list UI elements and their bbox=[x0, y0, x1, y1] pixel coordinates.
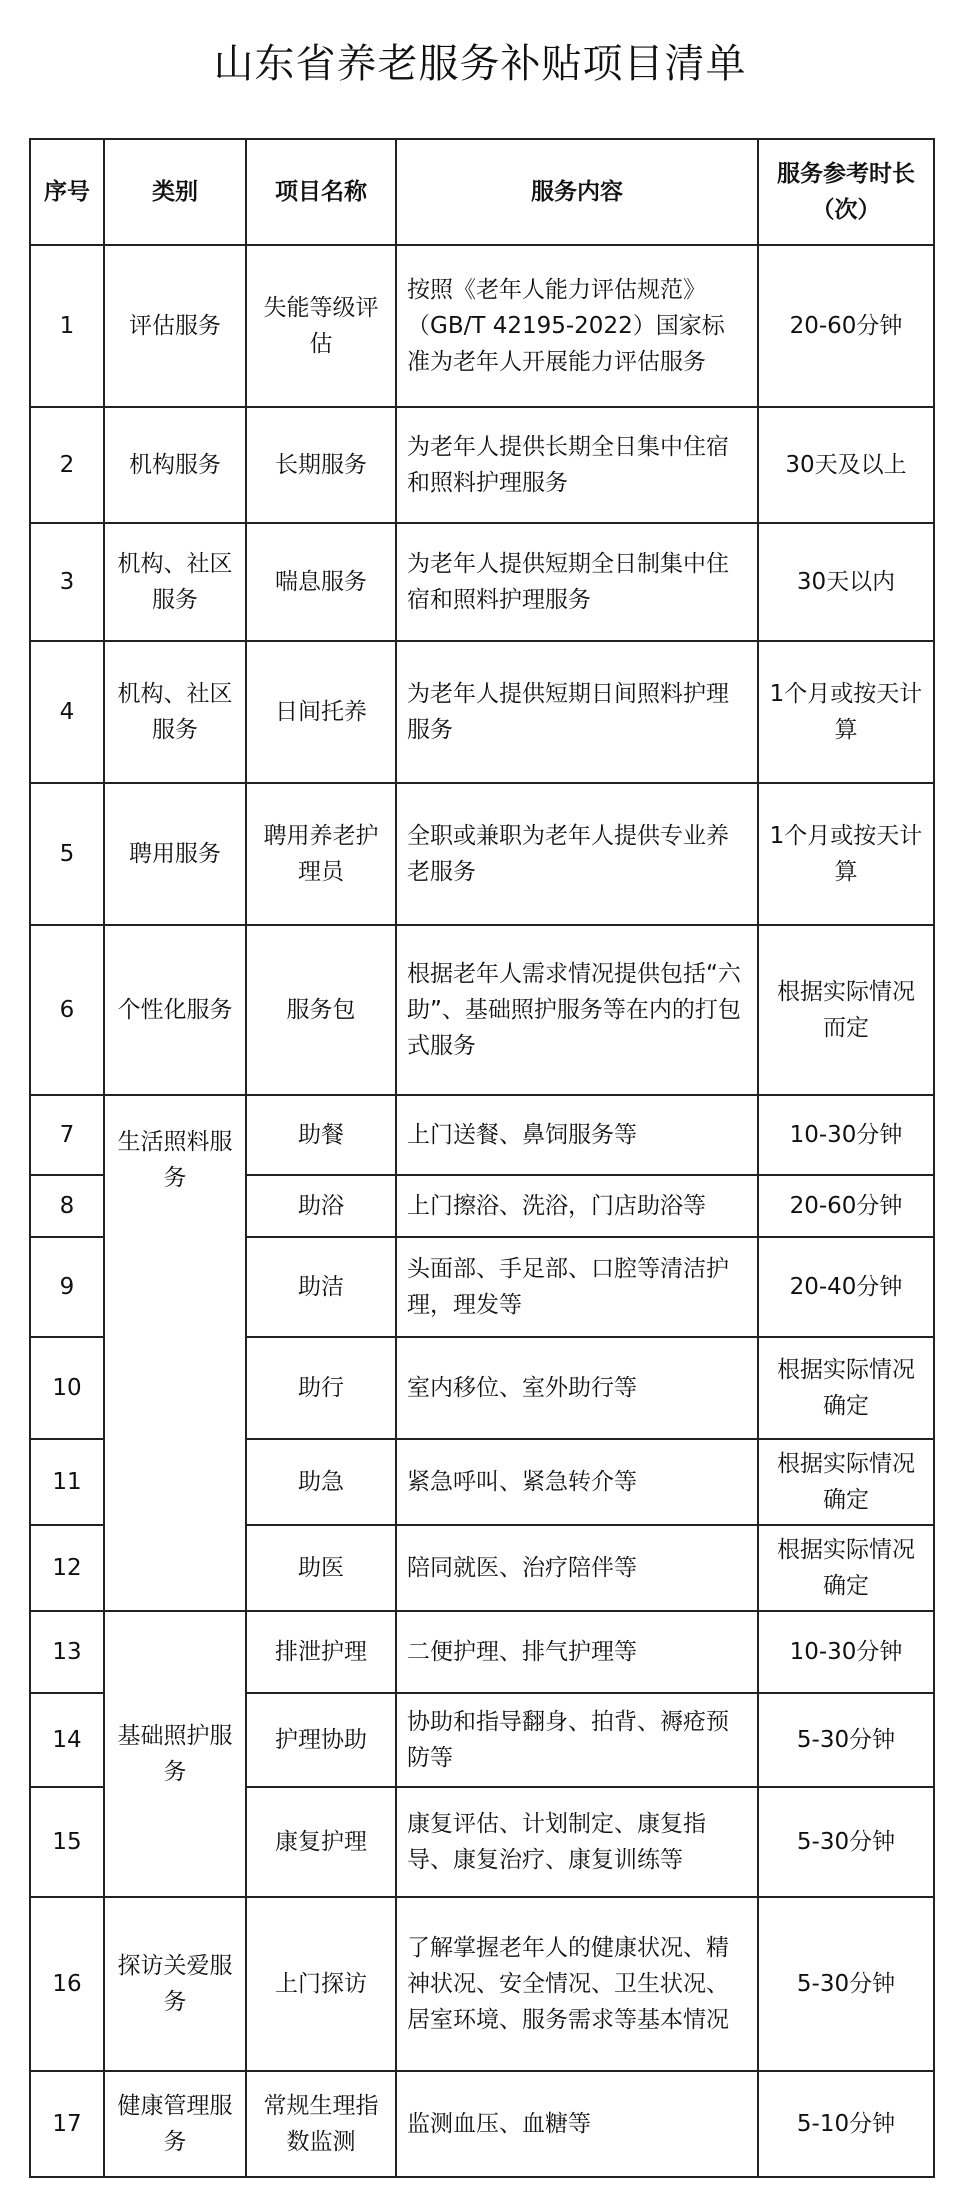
row-duration: 根据实际情况确定 bbox=[758, 1525, 934, 1611]
table-row bbox=[30, 1611, 934, 1693]
row-duration: 根据实际情况而定 bbox=[758, 925, 934, 1095]
row-category: 机构、社区服务 bbox=[104, 523, 246, 641]
row-no: 6 bbox=[30, 925, 104, 1095]
row-category: 健康管理服务 bbox=[104, 2071, 246, 2177]
row-item: 护理协助 bbox=[246, 1693, 396, 1787]
row-duration: 5-10分钟 bbox=[758, 2071, 934, 2177]
row-no: 9 bbox=[30, 1237, 104, 1337]
row-content: 为老年人提供短期日间照料护理服务 bbox=[396, 641, 758, 783]
row-no: 15 bbox=[30, 1787, 104, 1897]
row-category: 探访关爱服务 bbox=[104, 1897, 246, 2071]
table-row bbox=[30, 245, 934, 407]
page-title: 山东省养老服务补贴项目清单 bbox=[213, 41, 747, 87]
table-row bbox=[30, 523, 934, 641]
row-duration: 20-60分钟 bbox=[758, 1175, 934, 1237]
row-category: 机构服务 bbox=[104, 407, 246, 523]
row-duration: 30天以内 bbox=[758, 523, 934, 641]
row-no: 5 bbox=[30, 783, 104, 925]
table-row bbox=[30, 1897, 934, 2071]
row-content: 全职或兼职为老年人提供专业养老服务 bbox=[396, 783, 758, 925]
row-no: 17 bbox=[30, 2071, 104, 2177]
row-duration: 根据实际情况确定 bbox=[758, 1439, 934, 1525]
header-no: 序号 bbox=[30, 139, 104, 245]
row-category: 基础照护服务 bbox=[104, 1611, 246, 1897]
row-category: 聘用服务 bbox=[104, 783, 246, 925]
row-item: 助浴 bbox=[246, 1175, 396, 1237]
row-category: 生活照料服务 bbox=[104, 1095, 246, 1611]
row-content: 协助和指导翻身、拍背、褥疮预防等 bbox=[396, 1693, 758, 1787]
row-no: 1 bbox=[30, 245, 104, 407]
table-row bbox=[30, 2071, 934, 2177]
header-item: 项目名称 bbox=[246, 139, 396, 245]
row-duration: 5-30分钟 bbox=[758, 1787, 934, 1897]
table-row bbox=[30, 783, 934, 925]
row-no: 4 bbox=[30, 641, 104, 783]
row-content: 紧急呼叫、紧急转介等 bbox=[396, 1439, 758, 1525]
table-row bbox=[30, 1095, 934, 1175]
row-duration: 30天及以上 bbox=[758, 407, 934, 523]
row-content: 监测血压、血糖等 bbox=[396, 2071, 758, 2177]
row-duration: 10-30分钟 bbox=[758, 1095, 934, 1175]
row-item: 失能等级评估 bbox=[246, 245, 396, 407]
row-item: 助餐 bbox=[246, 1095, 396, 1175]
row-content: 室内移位、室外助行等 bbox=[396, 1337, 758, 1439]
row-item: 服务包 bbox=[246, 925, 396, 1095]
row-duration: 5-30分钟 bbox=[758, 1897, 934, 2071]
row-content: 上门送餐、鼻饲服务等 bbox=[396, 1095, 758, 1175]
row-duration: 根据实际情况确定 bbox=[758, 1337, 934, 1439]
row-item: 助医 bbox=[246, 1525, 396, 1611]
row-item: 聘用养老护理员 bbox=[246, 783, 396, 925]
table-row bbox=[30, 641, 934, 783]
row-item: 康复护理 bbox=[246, 1787, 396, 1897]
row-content: 按照《老年人能力评估规范》（GB/T 42195-2022）国家标准为老年人开展能力评估服务 bbox=[396, 245, 758, 407]
row-duration: 20-40分钟 bbox=[758, 1237, 934, 1337]
row-duration: 1个月或按天计算 bbox=[758, 783, 934, 925]
row-duration: 20-60分钟 bbox=[758, 245, 934, 407]
row-no: 2 bbox=[30, 407, 104, 523]
row-item: 喘息服务 bbox=[246, 523, 396, 641]
row-no: 10 bbox=[30, 1337, 104, 1439]
row-item: 长期服务 bbox=[246, 407, 396, 523]
header-duration: 服务参考时长（次） bbox=[758, 139, 934, 245]
row-item: 助洁 bbox=[246, 1237, 396, 1337]
row-item: 助行 bbox=[246, 1337, 396, 1439]
header-content: 服务内容 bbox=[396, 139, 758, 245]
row-content: 为老年人提供短期全日制集中住宿和照料护理服务 bbox=[396, 523, 758, 641]
row-content: 头面部、手足部、口腔等清洁护理，理发等 bbox=[396, 1237, 758, 1337]
table-header bbox=[30, 139, 934, 245]
row-item: 常规生理指数监测 bbox=[246, 2071, 396, 2177]
row-category: 个性化服务 bbox=[104, 925, 246, 1095]
table-row bbox=[30, 925, 934, 1095]
table-row bbox=[30, 407, 934, 523]
row-no: 7 bbox=[30, 1095, 104, 1175]
row-no: 8 bbox=[30, 1175, 104, 1237]
row-content: 为老年人提供长期全日集中住宿和照料护理服务 bbox=[396, 407, 758, 523]
row-no: 16 bbox=[30, 1897, 104, 2071]
row-category: 机构、社区服务 bbox=[104, 641, 246, 783]
row-item: 助急 bbox=[246, 1439, 396, 1525]
row-item: 排泄护理 bbox=[246, 1611, 396, 1693]
row-content: 上门擦浴、洗浴，门店助浴等 bbox=[396, 1175, 758, 1237]
row-content: 根据老年人需求情况提供包括“六助”、基础照护服务等在内的打包式服务 bbox=[396, 925, 758, 1095]
row-no: 14 bbox=[30, 1693, 104, 1787]
row-item: 上门探访 bbox=[246, 1897, 396, 2071]
subsidy-table bbox=[29, 138, 935, 2178]
row-no: 13 bbox=[30, 1611, 104, 1693]
row-no: 3 bbox=[30, 523, 104, 641]
row-no: 11 bbox=[30, 1439, 104, 1525]
row-content: 了解掌握老年人的健康状况、精神状况、安全情况、卫生状况、居室环境、服务需求等基本情况 bbox=[396, 1897, 758, 2071]
row-duration: 10-30分钟 bbox=[758, 1611, 934, 1693]
row-duration: 1个月或按天计算 bbox=[758, 641, 934, 783]
header-category: 类别 bbox=[104, 139, 246, 245]
row-content: 康复评估、计划制定、康复指导、康复治疗、康复训练等 bbox=[396, 1787, 758, 1897]
row-duration: 5-30分钟 bbox=[758, 1693, 934, 1787]
row-item: 日间托养 bbox=[246, 641, 396, 783]
row-category: 评估服务 bbox=[104, 245, 246, 407]
row-content: 二便护理、排气护理等 bbox=[396, 1611, 758, 1693]
row-content: 陪同就医、治疗陪伴等 bbox=[396, 1525, 758, 1611]
row-no: 12 bbox=[30, 1525, 104, 1611]
